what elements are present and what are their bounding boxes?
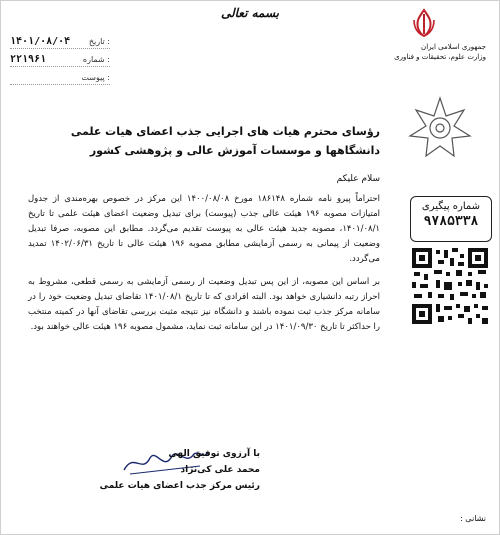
address-label: نشانی : <box>460 514 486 523</box>
qr-code-icon <box>410 246 490 326</box>
number-label: شماره : <box>82 54 110 64</box>
tracking-box <box>410 196 492 242</box>
letter-paragraph-1: احتراماً پیرو نامه شماره ۱۸۶۱۴۸ مورخ ۱۴۰۰/۰۸/۰۸ این مرکز در خصوص بهره‌مندی از جدول امتیازات مصوبه ۱۹۶ هیئت عالی جذب (پیوست) برای تبدیل وضعیت اعضای هیئت علمی تا تاریخ ۱۴۰۱/۰۸/۱، مصوبه جدید هیئت عالی به پیوست تقدیم می‌گردد. مطابق این مصوبه، صرفا تبدیل وضعیت از پیمانی به رسمی آزمایشی مطابق مصوبه ۱۹۶ هیئت عالی تا تاریخ ۱۴۰۲/۰۶/۳۱ تمدید می‌گردد. <box>28 194 381 264</box>
signature-closing: با آرزوی توفیق الهی <box>168 449 260 459</box>
signature-title: رئیس مرکز جذب اعضای هیات علمی <box>99 481 260 491</box>
iran-emblem-icon <box>410 8 438 38</box>
letter-meta <box>10 34 110 88</box>
letter-paragraph-2: بر اساس این مصوبه، از این پس تبدیل وضعیت از رسمی آزمایشی به رسمی قطعی، مشروط به احراز رتبه دانشیاری خواهد بود. البته افرادی که تا تاریخ ۱۴۰۱/۰۸/۱ تقاضای تبدیل وضعیت خود را در سامانه مرکز جذب ثبت نموده باشند و دانشگاه نیز نتیجه مثبت بررسی تقاضای آنها در کمیته منتخب را حداکثر تا تاریخ ۱۴۰۱/۰۹/۳۰ در این سامانه ثبت نماید، مشمول مصوبه ۱۹۶ هیئت عالی خواهند بود. <box>28 277 380 332</box>
recipient-heading: رؤسای محترم هیات های اجرایی جذب اعضای هیات علمی دانشگاهها و موسسات آموزش عالی و پژوهشی کشور <box>70 125 380 157</box>
date-label: تاریخ : <box>88 36 110 46</box>
tracking-label: شماره پیگیری <box>421 201 481 212</box>
number-row <box>10 52 110 67</box>
number-value: ۲۲۱۹۶۱ <box>10 53 47 65</box>
date-value: ۱۴۰۱/۰۸/۰۴ <box>10 35 71 47</box>
signature-name: محمد علی کی‌نژاد <box>180 465 260 475</box>
attachment-label: پیوست : <box>81 72 110 82</box>
ministry-line-1: جمهوری اسلامی ایران <box>421 43 486 51</box>
letter-body <box>28 122 380 343</box>
greeting: سلام علیکم <box>336 174 380 184</box>
tracking-number: ۹۷۸۵۳۳۸ <box>423 214 479 229</box>
bismillah-heading: بسمه تعالی <box>220 6 280 20</box>
ministry-header <box>366 42 486 62</box>
signature-block <box>60 446 260 494</box>
ornament-icon <box>408 96 472 160</box>
attachment-row <box>10 70 110 85</box>
date-row <box>10 34 110 49</box>
ministry-line-2: وزارت علوم، تحقیقات و فناوری <box>394 53 486 61</box>
